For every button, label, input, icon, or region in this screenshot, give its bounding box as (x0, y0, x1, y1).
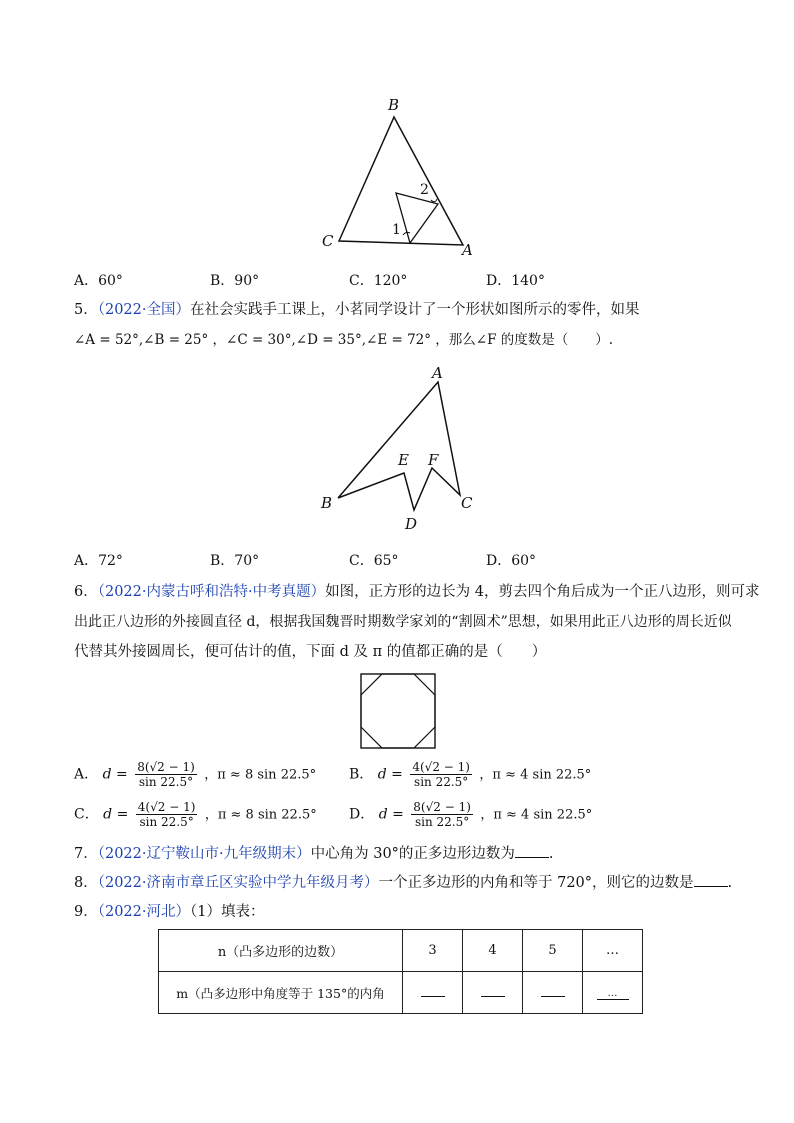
q6-option-a-d: d = (102, 766, 128, 783)
q4-label-a: A (462, 241, 473, 259)
q8-text (74, 872, 732, 893)
q5-stem-1: 在社会实践手工课上，小茗同学设计了一个形状如图所示的零件，如果 (190, 302, 640, 318)
q5-label-d: D (405, 515, 418, 533)
q9-table-row-n (159, 930, 643, 972)
q7-answer-blank[interactable] (515, 843, 549, 858)
q9-blank-ellipsis[interactable] (583, 972, 643, 1014)
q9-source: （2022·河北） (97, 904, 190, 920)
q6-option-c-numerator: 4(√2 − 1) (137, 800, 196, 814)
q4-label-2: 2 (420, 182, 429, 198)
q9-blank-4[interactable] (463, 972, 523, 1014)
q9-blank-3[interactable] (403, 972, 463, 1014)
q6-option-c-pi: ，π ≈ 8 sin 22.5° (204, 807, 317, 823)
q9-text (74, 902, 264, 922)
q6-octagon-figure (360, 673, 436, 749)
q9-row1-label: n（凸多边形的边数） (159, 930, 403, 972)
q7-number: 7． (74, 846, 98, 862)
q6-option-d[interactable] (349, 800, 592, 829)
q9-blank-5[interactable] (523, 972, 583, 1014)
q5-option-b[interactable]: B．70° (210, 553, 260, 569)
q6-text-line2 (74, 612, 732, 632)
q6-option-b-letter: B． (349, 766, 374, 783)
q6-option-b-pi: ，π ≈ 4 sin 22.5° (479, 767, 592, 783)
q7-stem: 中心角为 30°的正多边形边数为 (310, 846, 515, 862)
q5-option-c[interactable]: C．65° (349, 553, 399, 569)
q9-row2-label: m（凸多边形中角度等于 135°的内角 (159, 972, 403, 1014)
q7-source: （2022·辽宁鞍山市·九年级期末） (97, 846, 311, 862)
q6-option-d-fraction (411, 800, 473, 829)
q5-source: （2022·全国） (97, 302, 190, 318)
q9-number: 9． (74, 904, 98, 920)
q6-text-line3 (74, 642, 546, 662)
q6-number: 6． (74, 584, 98, 600)
q4-option-c[interactable]: C．120° (349, 273, 408, 289)
q6-option-d-letter: D． (349, 806, 375, 823)
q6-option-b[interactable] (349, 760, 591, 789)
q8-stem: 一个正多边形的内角和等于 720°，则它的边数是 (378, 875, 694, 891)
q6-option-a-pi: ，π ≈ 8 sin 22.5° (204, 767, 317, 783)
q6-source: （2022·内蒙古呼和浩特·中考真题） (97, 584, 326, 600)
q5-text-line1 (74, 300, 640, 320)
q6-option-a-letter: A． (74, 766, 99, 783)
q4-label-1: 1 (392, 222, 401, 238)
q6-option-a-denominator: sin 22.5° (138, 775, 194, 789)
q6-option-b-numerator: 4(√2 − 1) (412, 760, 470, 774)
q5-label-f: F (428, 451, 439, 469)
q6-option-b-fraction (410, 760, 472, 789)
q5-number: 5． (74, 302, 98, 318)
q9-col-ellipsis: … (583, 930, 643, 972)
q9-col-4: 4 (463, 930, 523, 972)
q5-option-a[interactable]: A．72° (74, 553, 123, 569)
q5-option-d[interactable]: D．60° (486, 553, 537, 569)
q6-option-d-pi: ，π ≈ 4 sin 22.5° (480, 807, 593, 823)
q9-table-row-m (159, 972, 643, 1014)
q6-text-line1 (74, 582, 759, 602)
q6-option-d-denominator: sin 22.5° (414, 815, 470, 829)
q5-stem-2: ∠A = 52°,∠B = 25° ，∠C = 30°,∠D = 35°,∠E = 72° ，那么∠F 的度数是（ ）. (74, 332, 614, 348)
q4-option-a[interactable]: A．60° (74, 273, 123, 289)
q5-part-figure (320, 360, 480, 520)
q6-option-a[interactable] (74, 760, 316, 789)
q6-option-c-fraction (136, 800, 198, 829)
q6-option-b-denominator: sin 22.5° (414, 775, 469, 789)
q4-label-c: C (322, 232, 334, 250)
q8-number: 8． (74, 875, 98, 891)
q9-blank-dots: … (597, 989, 629, 1000)
q8-answer-blank[interactable] (694, 872, 728, 887)
q7-text (74, 843, 554, 864)
q9-table (158, 929, 643, 1014)
q7-end: . (548, 846, 554, 862)
q9-col-5: 5 (523, 930, 583, 972)
q8-end: . (727, 875, 733, 891)
q6-option-c-letter: C． (74, 806, 99, 823)
q6-stem-3: 代替其外接圆周长，便可估计的值，下面 d 及 π 的值都正确的是（ ） (74, 644, 547, 660)
q6-stem-2: 出此正八边形的外接圆直径 d，根据我国魏晋时期数学家刘的“割圆术”思想，如果用此正八边形的周长近似 (74, 614, 732, 630)
q5-label-b: B (321, 494, 333, 512)
q5-text-line2 (74, 330, 613, 350)
q6-option-d-d: d = (378, 806, 404, 823)
q5-label-e: E (398, 451, 409, 469)
q6-option-c[interactable] (74, 800, 317, 829)
q6-option-b-d: d = (377, 766, 403, 783)
q8-source: （2022·济南市章丘区实验中学九年级月考） (97, 875, 379, 891)
q9-stem: （1）填表： (190, 904, 265, 920)
q6-option-a-fraction (135, 760, 197, 789)
q4-label-b: B (388, 96, 400, 114)
q6-option-d-numerator: 8(√2 − 1) (413, 800, 471, 814)
q6-option-a-numerator: 8(√2 − 1) (137, 760, 195, 774)
q5-label-a: A (432, 364, 443, 382)
q6-option-c-d: d = (103, 806, 129, 823)
q4-option-b[interactable]: B．90° (210, 273, 260, 289)
q9-col-3: 3 (403, 930, 463, 972)
q6-option-c-denominator: sin 22.5° (139, 815, 194, 829)
q4-option-d[interactable]: D．140° (486, 273, 545, 289)
q5-label-c: C (461, 494, 473, 512)
q6-stem-1: 如图，正方形的边长为 4，剪去四个角后成为一个正八边形，则可求 (325, 584, 760, 600)
